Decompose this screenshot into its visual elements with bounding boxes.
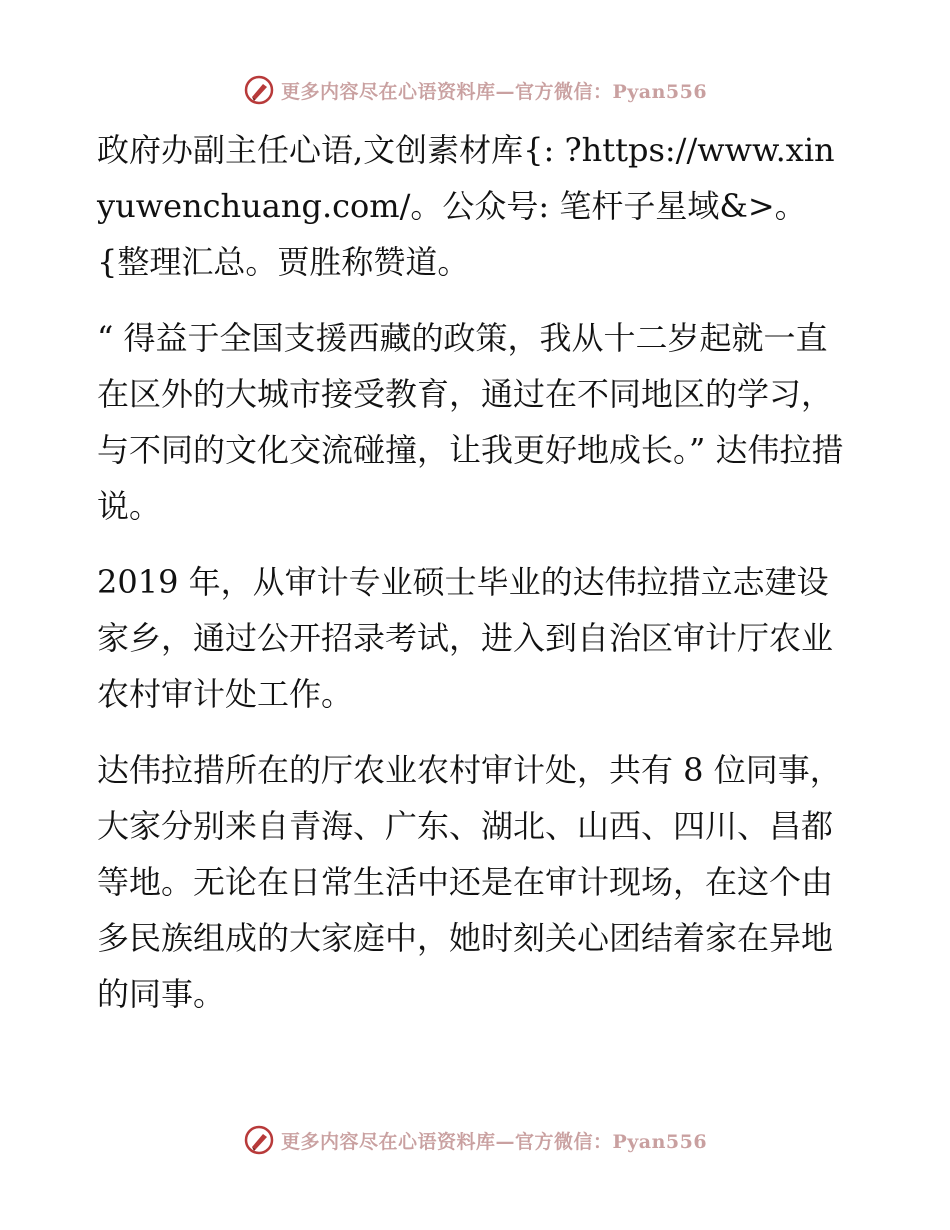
pen-nib-circle-icon	[243, 1124, 275, 1156]
paragraph-2: “ 得益于全国支援西藏的政策，我从十二岁起就一直在区外的大城市接受教育，通过在不同地区的学习，与不同的文化交流碰撞，让我更好地成长。” 达伟拉措说。	[97, 319, 844, 525]
footer-banner	[0, 1122, 950, 1158]
paragraph-4: 达伟拉措所在的厅农业农村审计处，共有 8 位同事，大家分别来自青海、广东、湖北、山西、四川、昌都等地。无论在日常生活中还是在审计现场，在这个由多民族组成的大家庭中，她时刻关心团结着家在异地的同事。	[97, 751, 842, 1013]
paragraph-3: 2019 年，从审计专业硕士毕业的达伟拉措立志建设家乡，通过公开招录考试，进入到自治区审计厅农业农村审计处工作。	[97, 563, 834, 713]
document-body	[97, 122, 849, 1042]
header-banner	[0, 72, 950, 108]
footer-banner-text: 更多内容尽在心语资料库—官方微信：Pyan556	[280, 1130, 708, 1153]
header-banner-text: 更多内容尽在心语资料库—官方微信：Pyan556	[280, 80, 708, 103]
pen-nib-circle-icon	[243, 74, 275, 106]
paragraph-1: 政府办副主任心语,文创素材库{: ?https://www.xinyuwenchuang.com/。公众号: 笔杆子星域&>。{整理汇总。贾胜称赞道。	[97, 131, 835, 281]
